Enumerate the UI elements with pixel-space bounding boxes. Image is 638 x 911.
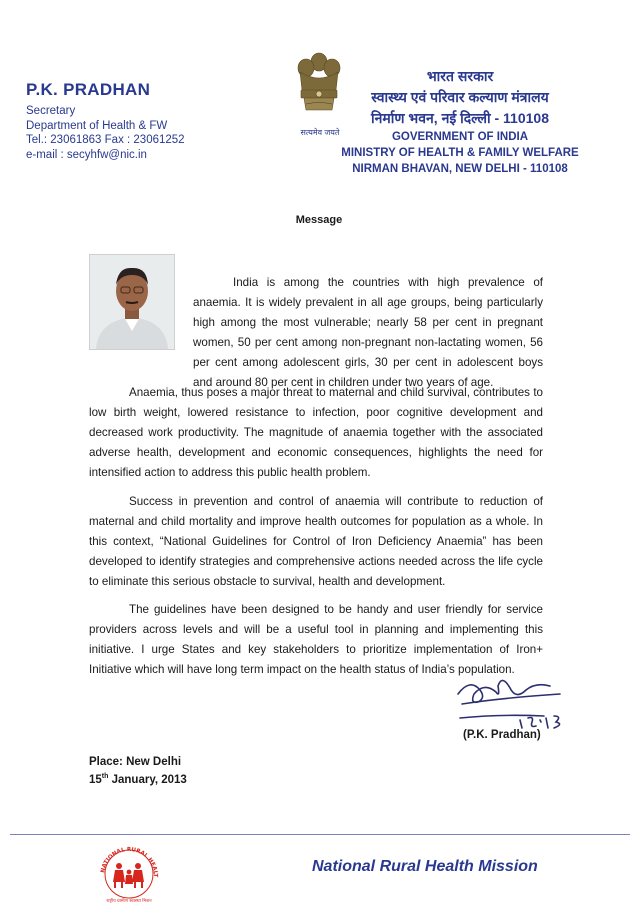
message-paragraph-3: Success in prevention and control of anaemia will contribute to reduction of maternal and child mortality and improve health outcomes for population as a whole. In this context, “National Guidelines for Control of Iron Deficiency Anaemia” has been developed to identify strategies and comprehensive actions needed across the life cycle to eliminate this serious obstacle to survival, health and development.	[89, 495, 543, 588]
handwritten-signature	[440, 664, 590, 734]
message-paragraph-2: Anaemia, thus poses a major threat to maternal and child survival, contributes to low birth weight, lowered resistance to infection, poor cognitive development and decreased work productivity. The magnitude of anaemia together with the associated adverse health, development and economic consequences, highlights the need for intensified action to address this public health problem.	[89, 386, 543, 479]
sender-department: Department of Health & FW	[26, 119, 168, 132]
date-line	[89, 773, 187, 786]
ministry-english-line3: NIRMAN BHAVAN, NEW DELHI - 110108	[352, 163, 568, 175]
signatory-name: (P.K. Pradhan)	[463, 729, 541, 741]
date-suffix: th	[101, 773, 109, 780]
ministry-hindi-line2: स्वास्थ्य एवं परिवार कल्याण मंत्रालय	[371, 89, 549, 105]
ministry-block	[310, 66, 610, 177]
nrhm-logo-icon	[94, 836, 164, 906]
sender-block	[26, 80, 185, 162]
message-title: Message	[295, 214, 343, 226]
date-day: 15	[89, 773, 102, 786]
ministry-hindi-line3: निर्माण भवन, नई दिल्ली - 110108	[371, 110, 549, 126]
ministry-english-line1: GOVERNMENT OF INDIA	[391, 131, 529, 143]
ministry-english-line2: MINISTRY OF HEALTH & FAMILY WELFARE	[341, 147, 579, 159]
svg-text:NATIONAL RURAL HEALTH MISSION	[94, 836, 158, 878]
date-rest: January, 2013	[108, 773, 187, 786]
message-paragraph-1: India is among the countries with high prevalence of anaemia. It is widely prevalent in all age groups, being particularly high among the most vulnerable; nearly 58 per cent in pregnant women, 50 per cent among non-pregnant non-lactating women, 56 per cent among adolescent girls, 30 per cent in adolescent boys and around 80 per cent in children under two years of age.	[193, 276, 543, 389]
place-line: Place: New Delhi	[89, 756, 182, 768]
portrait-photo	[89, 254, 175, 350]
ministry-hindi-line1: भारत सरकार	[426, 68, 494, 84]
emblem-motto: सत्यमेव जयते	[300, 128, 340, 137]
sender-name: P.K. PRADHAN	[26, 80, 151, 99]
nrhm-mission-title: National Rural Health Mission	[312, 858, 538, 875]
nrhm-logo-caption: राष्ट्रीय ग्रामीण स्वास्थ्य मिशन	[106, 899, 152, 904]
sender-phone: Tel.: 23061863 Fax : 23061252	[26, 134, 185, 146]
sender-designation: Secretary	[26, 105, 76, 117]
message-paragraph-4: The guidelines have been designed to be handy and user friendly for service providers across levels and will be a useful tool in planning and implementing this initiative. I urge States and key stakeholders to prioritize implementation of Iron+ Initiative which will have long term impact on the health status of India’s population.	[89, 603, 543, 676]
nrhm-logo-ring-text: NATIONAL RURAL HEALT	[100, 846, 159, 878]
sender-email: e-mail : secyhfw@nic.in	[26, 148, 147, 161]
footer-divider	[10, 834, 630, 835]
